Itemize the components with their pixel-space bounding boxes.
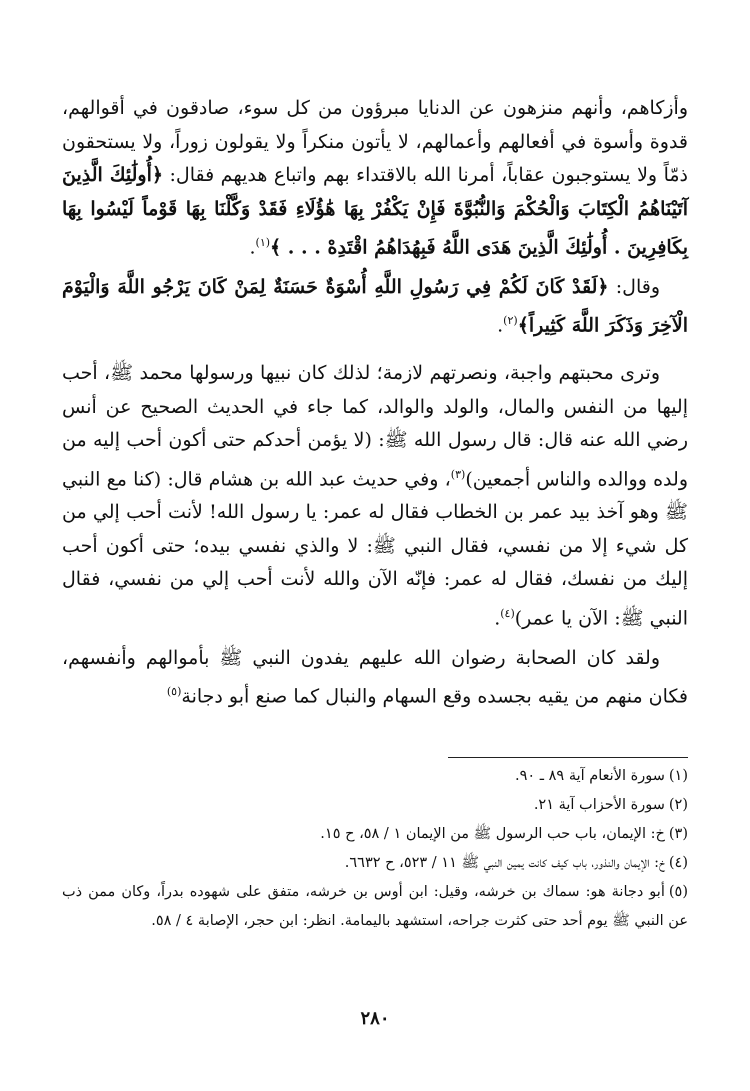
paragraph-3-end: . <box>494 607 501 630</box>
footnote-ref-5[interactable]: (٥) <box>166 685 182 699</box>
footnote-number: (٢) <box>668 797 688 813</box>
footnote-number: (٥) <box>668 884 688 900</box>
paragraph-2-text: وقال: <box>608 275 660 298</box>
paragraph-3-text: وترى محبتهم واجبة، ونصرتهم لازمة؛ لذلك كان نبيها ورسولها محمد ﷺ، أحب إليها من النفس والمال، والولد والوالد، كما جاء في الحديث الصحيح عن أنس رضي الله عنه قال: قال رسول الله ﷺ: (لا يؤمن أحدكم حتى أكون أحب إليه من ولده ووالده والناس أجمعين) <box>62 362 688 490</box>
footnote-number: (١) <box>668 768 688 784</box>
paragraph-3 <box>62 357 688 636</box>
page-number: ٢٨٠ <box>360 1008 390 1029</box>
footnote-number: (٤) <box>668 855 688 871</box>
footnote-ref-2[interactable]: (٢) <box>503 314 518 328</box>
paragraph-2 <box>62 271 688 343</box>
footnote-text: خ: الإيمان والنذور، باب كيف كانت يمين النبي ﷺ ١١ / ٥٢٣، ح ٦٦٣٢. <box>344 855 665 871</box>
footnote-ref-1[interactable]: (١) <box>255 236 271 249</box>
footnote-text: أبو دجانة هو: سماك بن خرشه، وقيل: ابن أوس بن خرشه، متفق على شهوده بدراً، وكان ممن ذب عن النبي ﷺ يوم أحد حتى كثرت جراحه، استشهد باليمامة. انظر: ابن حجر، الإصابة ٤ / ٥٨. <box>62 884 688 929</box>
paragraph-1 <box>62 92 688 265</box>
paragraph-3-text-2: ، وفي حديث عبد الله بن هشام قال: (كنا مع النبي ﷺ وهو آخذ بيد عمر بن الخطاب فقال له عمر: يا رسول الله! لأنت أحب إلي من كل شيء إلا من نفسي، فقال النبي ﷺ: لا والذي نفسي بيده؛ حتى أكون أحب إليك من نفسك، فقال له عمر: فإنّه الآن والله لأنت أحب إلي من نفسي، فقال النبي ﷺ: الآن يا عمر) <box>62 467 688 630</box>
paragraph-4 <box>62 642 688 714</box>
footnotes <box>62 762 688 936</box>
footnote-1 <box>62 762 688 791</box>
paragraph-4-text: ولقد كان الصحابة رضوان الله عليهم يفدون النبي ﷺ بأموالهم وأنفسهم، فكان منهم من يقيه بجسده وقع السهام والنبال كما صنع أبو دجانة <box>62 646 688 708</box>
quran-verse-2: ﴿لَقَدْ كَانَ لَكُمْ فِي رَسُولِ اللَّهِ أُسْوَةٌ حَسَنَةٌ لِمَنْ كَانَ يَرْجُو اللَّهَ وَالْيَوْمَ الْآخِرَ وَذَكَرَ اللَّهَ كَثِيراً﴾ <box>62 275 688 337</box>
footnote-ref-3[interactable]: (٣) <box>450 467 466 481</box>
footnote-text: سورة الأنعام آية ٨٩ ـ ٩٠. <box>514 768 665 784</box>
paragraph-1-end: . <box>249 236 256 259</box>
footnote-4 <box>62 849 688 878</box>
footnote-5 <box>62 878 688 936</box>
paragraph-2-end: . <box>497 314 504 337</box>
footnote-2 <box>62 791 688 820</box>
footnote-number: (٣) <box>668 826 688 842</box>
quran-verse-1: ﴿أُولَٰئِكَ الَّذِينَ آتَيْنَاهُمُ الْكِتَابَ وَالْحُكْمَ وَالنُّبُوَّةَ فَإِنْ يَكْفُرْ بِهَا هَٰؤُلَاءِ فَقَدْ وَكَّلْنَا بِهَا قَوْماً لَيْسُوا بِهَا بِكَافِرِينَ . أُولَٰئِكَ الَّذِينَ هَدَى اللَّهُ فَبِهُدَاهُمُ اقْتَدِهْ . . . ﴾ <box>62 164 688 259</box>
footnote-text: خ: الإيمان، باب حب الرسول ﷺ من الإيمان ١ / ٥٨، ح ١٥. <box>320 826 665 842</box>
footnote-text: سورة الأحزاب آية ٢١. <box>533 797 665 813</box>
main-text <box>62 92 688 714</box>
footnote-ref-4[interactable]: (٤) <box>500 606 515 620</box>
footnote-3 <box>62 820 688 849</box>
footnote-divider <box>448 757 688 758</box>
paragraph-1-text: وأزكاهم، وأنهم منزهون عن الدنايا مبرؤون من كل سوء، صادقون في أقوالهم، قدوة وأسوة في أفعالهم وأعمالهم، لا يأتون منكراً ولا يقولون زوراً، ولا يستحقون ذمّاً ولا يستوجبون عقاباً، أمرنا الله بالاقتداء بهم واتباع هديهم فقال: <box>62 97 689 186</box>
